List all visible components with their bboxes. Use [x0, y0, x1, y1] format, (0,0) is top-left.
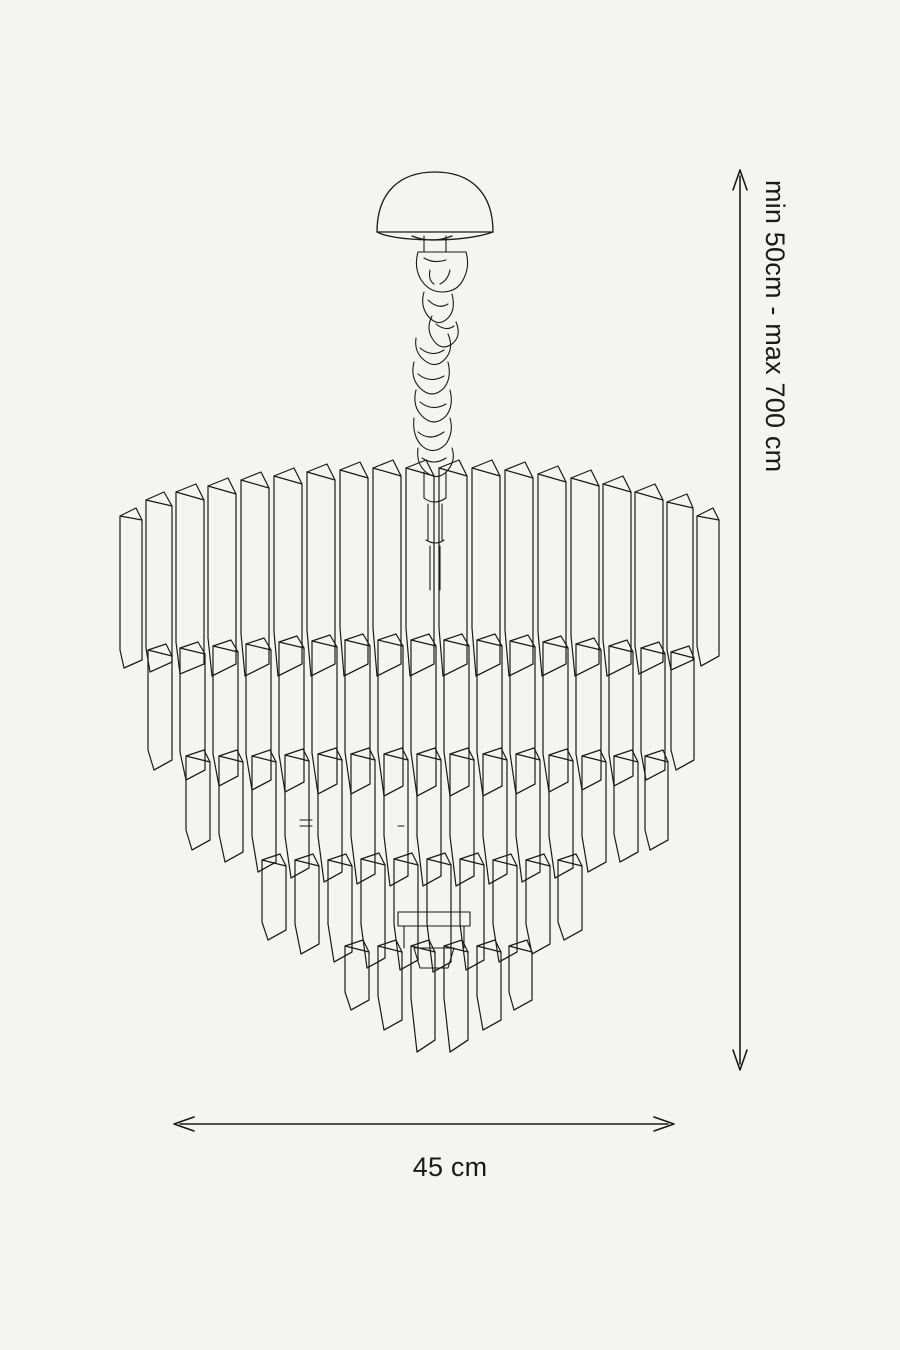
width-dimension-label: 45 cm [412, 1152, 488, 1182]
suspension-chain [413, 236, 468, 590]
ceiling-rose [377, 172, 493, 240]
width-dimension-arrow [174, 1117, 674, 1131]
height-dimension-arrow [733, 170, 747, 1070]
tier-2-crystals [148, 634, 694, 796]
height-dimension-label: min 50cm - max 700 cm [760, 180, 790, 473]
tier-5-crystals [345, 940, 532, 1052]
